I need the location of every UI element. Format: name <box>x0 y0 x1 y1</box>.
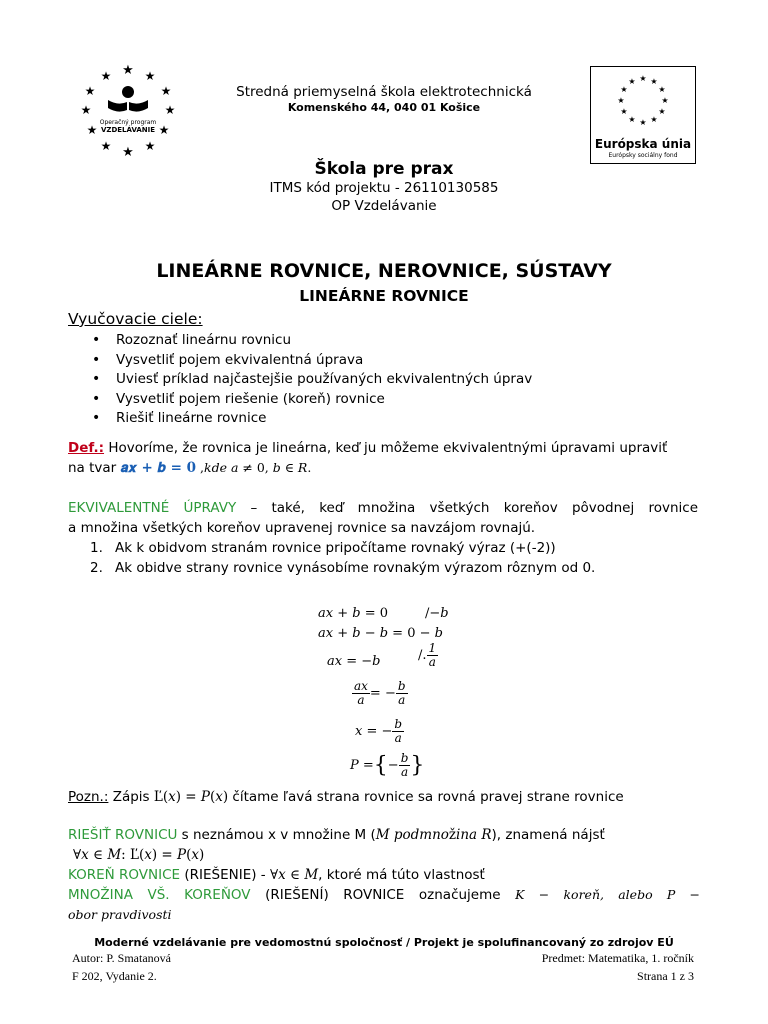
svg-text:★: ★ <box>650 77 658 86</box>
fraction-ax-over-a: $\frac{\text{𝑎𝑥}}{\text{𝑎}}$ <box>354 679 368 707</box>
svg-text:★: ★ <box>84 84 96 98</box>
subtitle: LINEÁRNE ROVNICE <box>299 287 469 305</box>
svg-text:★: ★ <box>86 123 98 137</box>
derivation <box>0 606 768 786</box>
equiv-item: Ak obidve strany rovnice vynásobíme rovnakým výrazom rôznym od 0. <box>115 560 596 576</box>
project-title: Škola pre prax <box>314 159 454 179</box>
eu-logo-title: Európska únia <box>594 137 692 151</box>
svg-text:★: ★ <box>122 145 134 158</box>
footer-page: Strana 1 z 3 <box>637 969 694 983</box>
svg-text:★: ★ <box>100 69 112 83</box>
op-divide: /. <box>418 648 427 663</box>
goal-item: • Vysvetliť pojem ekvivalentná úprava <box>70 351 710 371</box>
set-formula-a: 𝐾 − 𝑘𝑜𝑟𝑒ň, 𝑎𝑙𝑒𝑏𝑜 𝑃 − <box>515 887 700 902</box>
goal-item: • Uviesť príklad najčastejšie používaných ekvivalentných úprav <box>70 370 710 390</box>
solve-line-2: ∀𝑥 ∈ 𝑀: Ľ(𝑥) = 𝑃(𝑥) <box>73 847 205 863</box>
svg-text:★: ★ <box>620 85 628 94</box>
derivation-line-6: 𝑃 = { − $\frac{\text{𝑏}}{\text{𝑎}}$ } <box>350 751 425 779</box>
fraction-b-over-a: $\frac{\text{𝑏}}{\text{𝑎}}$ <box>400 751 409 779</box>
svg-text:★: ★ <box>617 96 625 105</box>
svg-text:★: ★ <box>628 115 636 124</box>
definition-formula: 𝒂𝒙 + 𝒃 = 𝟎 <box>120 460 197 476</box>
equiv-label: EKVIVALENTNÉ ÚPRAVY <box>68 500 237 516</box>
definition-condition: ,𝑘𝑑𝑒 𝑎 ≠ 0, 𝑏 ∈ 𝑅. <box>196 460 312 475</box>
svg-text:★: ★ <box>160 84 172 98</box>
fraction-b-over-a: $\frac{\text{𝑏}}{\text{𝑎}}$ <box>397 679 406 707</box>
goals-list <box>70 331 710 429</box>
op-logo-line2: VZDELÁVANIE <box>100 126 156 134</box>
footer-subject: Predmet: Matematika, 1. ročník <box>541 951 694 965</box>
set-label: MNOŽINA VŠ. KOREŇOV <box>68 887 251 903</box>
op-logo-line1: Operačný program <box>99 119 157 126</box>
goal-item: • Rozoznať lineárnu rovnicu <box>70 331 710 351</box>
derivation-line-1-op: /−𝑏 <box>425 606 449 621</box>
definition-label: Def.: <box>68 440 105 456</box>
svg-text:★: ★ <box>80 103 92 117</box>
svg-text:★: ★ <box>650 115 658 124</box>
op-line: OP Vzdelávanie <box>331 198 437 214</box>
svg-text:★: ★ <box>620 107 628 116</box>
footer-form: F 202, Vydanie 2. <box>72 969 157 983</box>
svg-text:★: ★ <box>639 74 647 83</box>
solve-block: RIEŠIŤ ROVNICU s neznámou x v množine M (𝑀 𝑝𝑜𝑑𝑚𝑛𝑜ž𝑖𝑛𝑎 𝑅), znamená nájsť ∀𝑥 ∈ 𝑀: Ľ(𝑥) = 𝑃(𝑥) KOREŇ ROVNICE (RIEŠENIE) - ∀𝑥 ∈ 𝑀, ktoré má túto vlastnosť MNOŽINA VŠ. KOREŇOV (RIEŠENÍ) ROVNICE označujeme 𝐾 − 𝑘𝑜𝑟𝑒ň, 𝑎𝑙𝑒𝑏𝑜 𝑃 − 𝑜𝑏𝑜𝑟 𝑝𝑟𝑎𝑣𝑑𝑖𝑣𝑜𝑠𝑡𝑖 <box>68 825 700 925</box>
derivation-line-2: 𝑎𝑥 + 𝑏 − 𝑏 = 0 − 𝑏 <box>318 626 443 641</box>
root-label: KOREŇ ROVNICE <box>68 867 181 883</box>
fraction-b-over-a: $\frac{\text{𝑏}}{\text{𝑎}}$ <box>394 717 403 745</box>
footer-author: Autor: P. Smatanová <box>72 951 171 965</box>
svg-text:★: ★ <box>639 118 647 127</box>
set-formula-b: 𝑜𝑏𝑜𝑟 𝑝𝑟𝑎𝑣𝑑𝑖𝑣𝑜𝑠𝑡𝑖 <box>68 907 172 922</box>
svg-text:★: ★ <box>158 123 170 137</box>
note-formula: Ľ(𝑥) = 𝑃(𝑥) <box>153 789 229 805</box>
school-name: Stredná priemyselná škola elektrotechnická <box>236 84 532 100</box>
solve-label: RIEŠIŤ ROVNICU <box>68 827 178 843</box>
equiv-text-1: – také, keď množina všetkých koreňov pôvodnej rovnice <box>236 500 699 516</box>
root-formula: ∀𝑥 ∈ 𝑀 <box>269 867 319 883</box>
svg-text:★: ★ <box>100 139 112 153</box>
derivation-line-5: 𝑥 = − $\frac{\text{𝑏}}{\text{𝑎}}$ <box>355 717 403 745</box>
school-address: Komenského 44, 040 01 Košice <box>287 101 481 114</box>
equiv-item: Ak k obidvom stranám rovnice pripočítame rovnaký výraz (+(-2)) <box>115 540 556 556</box>
svg-text:★: ★ <box>122 63 134 78</box>
equiv-text-2: a množina všetkých koreňov upravenej rovnice sa navzájom rovnajú. <box>68 520 536 536</box>
goal-item: • Riešiť lineárne rovnice <box>70 409 710 429</box>
itms-line: ITMS kód projektu - 26110130585 <box>269 180 499 196</box>
footer-funding: Moderné vzdelávanie pre vedomostnú spoločnosť / Projekt je spolufinancovaný zo zdrojov EÚ <box>94 936 674 949</box>
eu-flag-logo <box>590 66 696 164</box>
goal-item: • Vysvetliť pojem riešenie (koreň) rovnice <box>70 390 710 410</box>
svg-text:★: ★ <box>628 77 636 86</box>
goals-heading: Vyučovacie ciele: <box>68 310 203 328</box>
note-label: Pozn.: <box>68 789 109 805</box>
svg-text:★: ★ <box>164 103 176 117</box>
op-vzdelavanie-logo <box>78 62 178 158</box>
note-block: Pozn.: Zápis Ľ(𝑥) = 𝑃(𝑥) čítame ľavá strana rovnice sa rovná pravej strane rovnice <box>68 789 624 805</box>
derivation-line-4: $\frac{\text{𝑎𝑥}}{\text{𝑎}}$ = − $\frac{\text{𝑏}}{\text{𝑎}}$ <box>354 679 406 707</box>
definition-block <box>68 438 698 478</box>
equiv-block: EKVIVALENTNÉ ÚPRAVY – také, keď množina všetkých koreňov pôvodnej rovnice a množina všetkých koreňov upravenej rovnice sa navzájom rovnajú. 1. Ak k obidvom stranám rovnice pripočítame rovnaký výraz (+(-2)) 2. Ak obidve strany rovnice vynásobíme rovnakým výrazom rôznym od 0. <box>68 500 699 576</box>
svg-text:★: ★ <box>144 139 156 153</box>
svg-text:★: ★ <box>658 107 666 116</box>
definition-text-1: Hovoríme, že rovnica je lineárna, keď ju môžeme ekvivalentnými úpravami upraviť <box>104 440 668 456</box>
solve-formula: 𝑀 𝑝𝑜𝑑𝑚𝑛𝑜ž𝑖𝑛𝑎 𝑅 <box>375 827 492 843</box>
derivation-line-1: 𝑎𝑥 + 𝑏 = 0 <box>318 606 388 621</box>
fraction-1-over-a: $\frac{1}{\text{𝑎}}$ <box>428 641 437 669</box>
svg-text:★: ★ <box>658 85 666 94</box>
derivation-line-3-op <box>418 642 438 669</box>
derivation-line-3: 𝑎𝑥 = −𝑏 <box>327 654 381 669</box>
svg-text:★: ★ <box>144 69 156 83</box>
main-title: LINEÁRNE ROVNICE, NEROVNICE, SÚSTAVY <box>156 260 612 282</box>
eu-logo-sub: Európsky sociálny fond <box>608 152 678 159</box>
svg-text:★: ★ <box>661 96 669 105</box>
definition-text-2: na tvar <box>68 460 121 476</box>
